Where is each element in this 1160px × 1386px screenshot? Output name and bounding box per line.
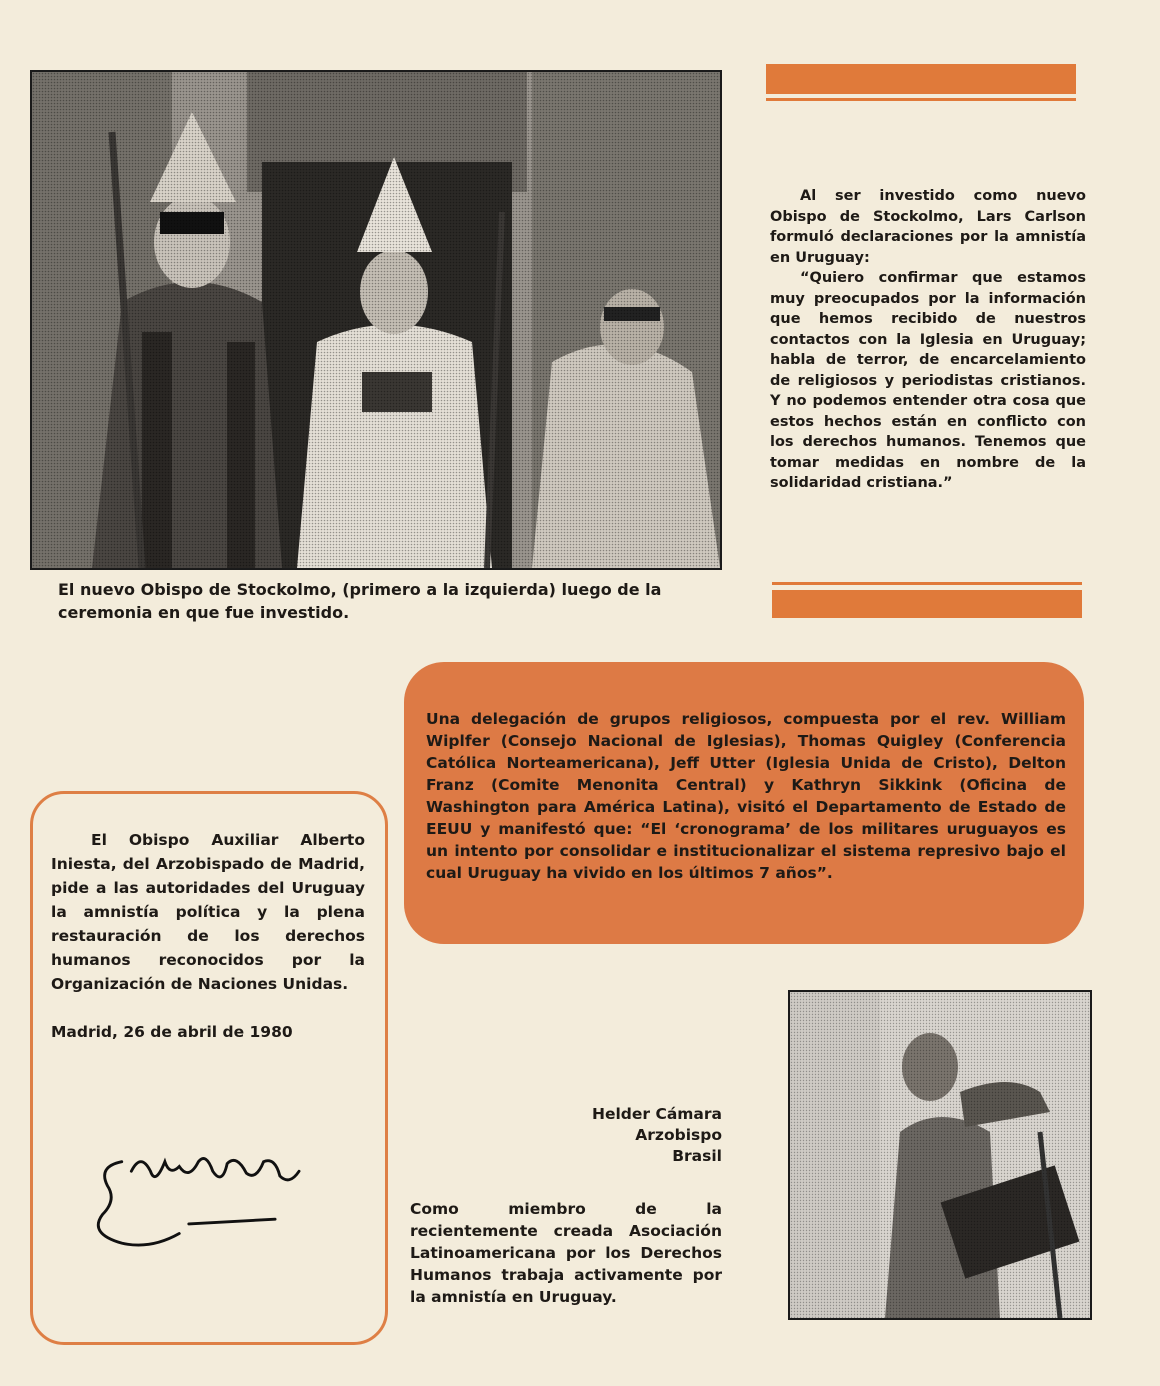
iniesta-dateline: Madrid, 26 de abril de 1980	[51, 1023, 293, 1041]
camara-text: Como miembro de la recientemente creada Asociación Latinoamericana por los Derechos Humanos trabaja activamente por la amnistía en Uruguay.	[410, 1200, 722, 1306]
delegation-box	[404, 662, 1084, 944]
orange-bar-middle	[772, 582, 1082, 618]
delegation-text: Una delegación de grupos religiosos, compuesta por el rev. William Wiplfer (Consejo Nacional de Iglesias), Thomas Quigley (Conferencia Católica Norteamericana), Jeff Utter (Iglesia Unida de Cristo), Delton Franz (Comite Menonita Central) y Kathryn Sikkink (Oficina de Washington para América Latina), visitó el Departamento de Estado de EEUU y manifestó que: “El ‘cronograma’ de los militares uruguayos es un intento por consolidar e institucionalizar el sistema represivo bajo el cual Uruguay ha vivido en los últimos 7 años”.	[426, 710, 1066, 882]
camara-photo	[788, 990, 1092, 1320]
bishops-photo	[30, 70, 722, 570]
signature-image	[93, 1140, 323, 1260]
carlson-intro: Al ser investido como nuevo Obispo de Stockolmo, Lars Carlson formuló declaraciones por la amnistía en Uruguay:	[770, 188, 1086, 266]
photo-caption: El nuevo Obispo de Stockolmo, (primero a la izquierda) luego de la ceremonia en que fue investido.	[58, 580, 662, 622]
orange-bar-top	[766, 64, 1076, 101]
carlson-quote: “Quiero confirmar que estamos muy preocupados por la información que hemos recibido de nuestros contactos con la Iglesia en Uruguay; habla de terror, de encarcelamiento de religiosos y periodistas cristianos. Y no podemos entender otra cosa que estos hechos están en conflicto con los derechos humanos. Tenemos que tomar medidas en nombre de la solidaridad cristiana.”	[770, 270, 1086, 491]
camara-name: Helder Cámara	[592, 1105, 722, 1123]
carlson-article	[770, 186, 1086, 494]
bishops-photo-image	[32, 72, 720, 568]
camara-title: Arzobispo	[635, 1126, 722, 1144]
iniesta-box	[30, 791, 388, 1345]
camara-heading	[480, 1104, 722, 1167]
camara-photo-image	[790, 992, 1090, 1318]
camara-country: Brasil	[672, 1147, 722, 1165]
iniesta-text: El Obispo Auxiliar Alberto Iniesta, del Arzobispado de Madrid, pide a las autoridades del Uruguay la amnistía política y la plena restauración de los derechos humanos reconocidos por la Organización de Naciones Unidas.	[51, 831, 365, 993]
